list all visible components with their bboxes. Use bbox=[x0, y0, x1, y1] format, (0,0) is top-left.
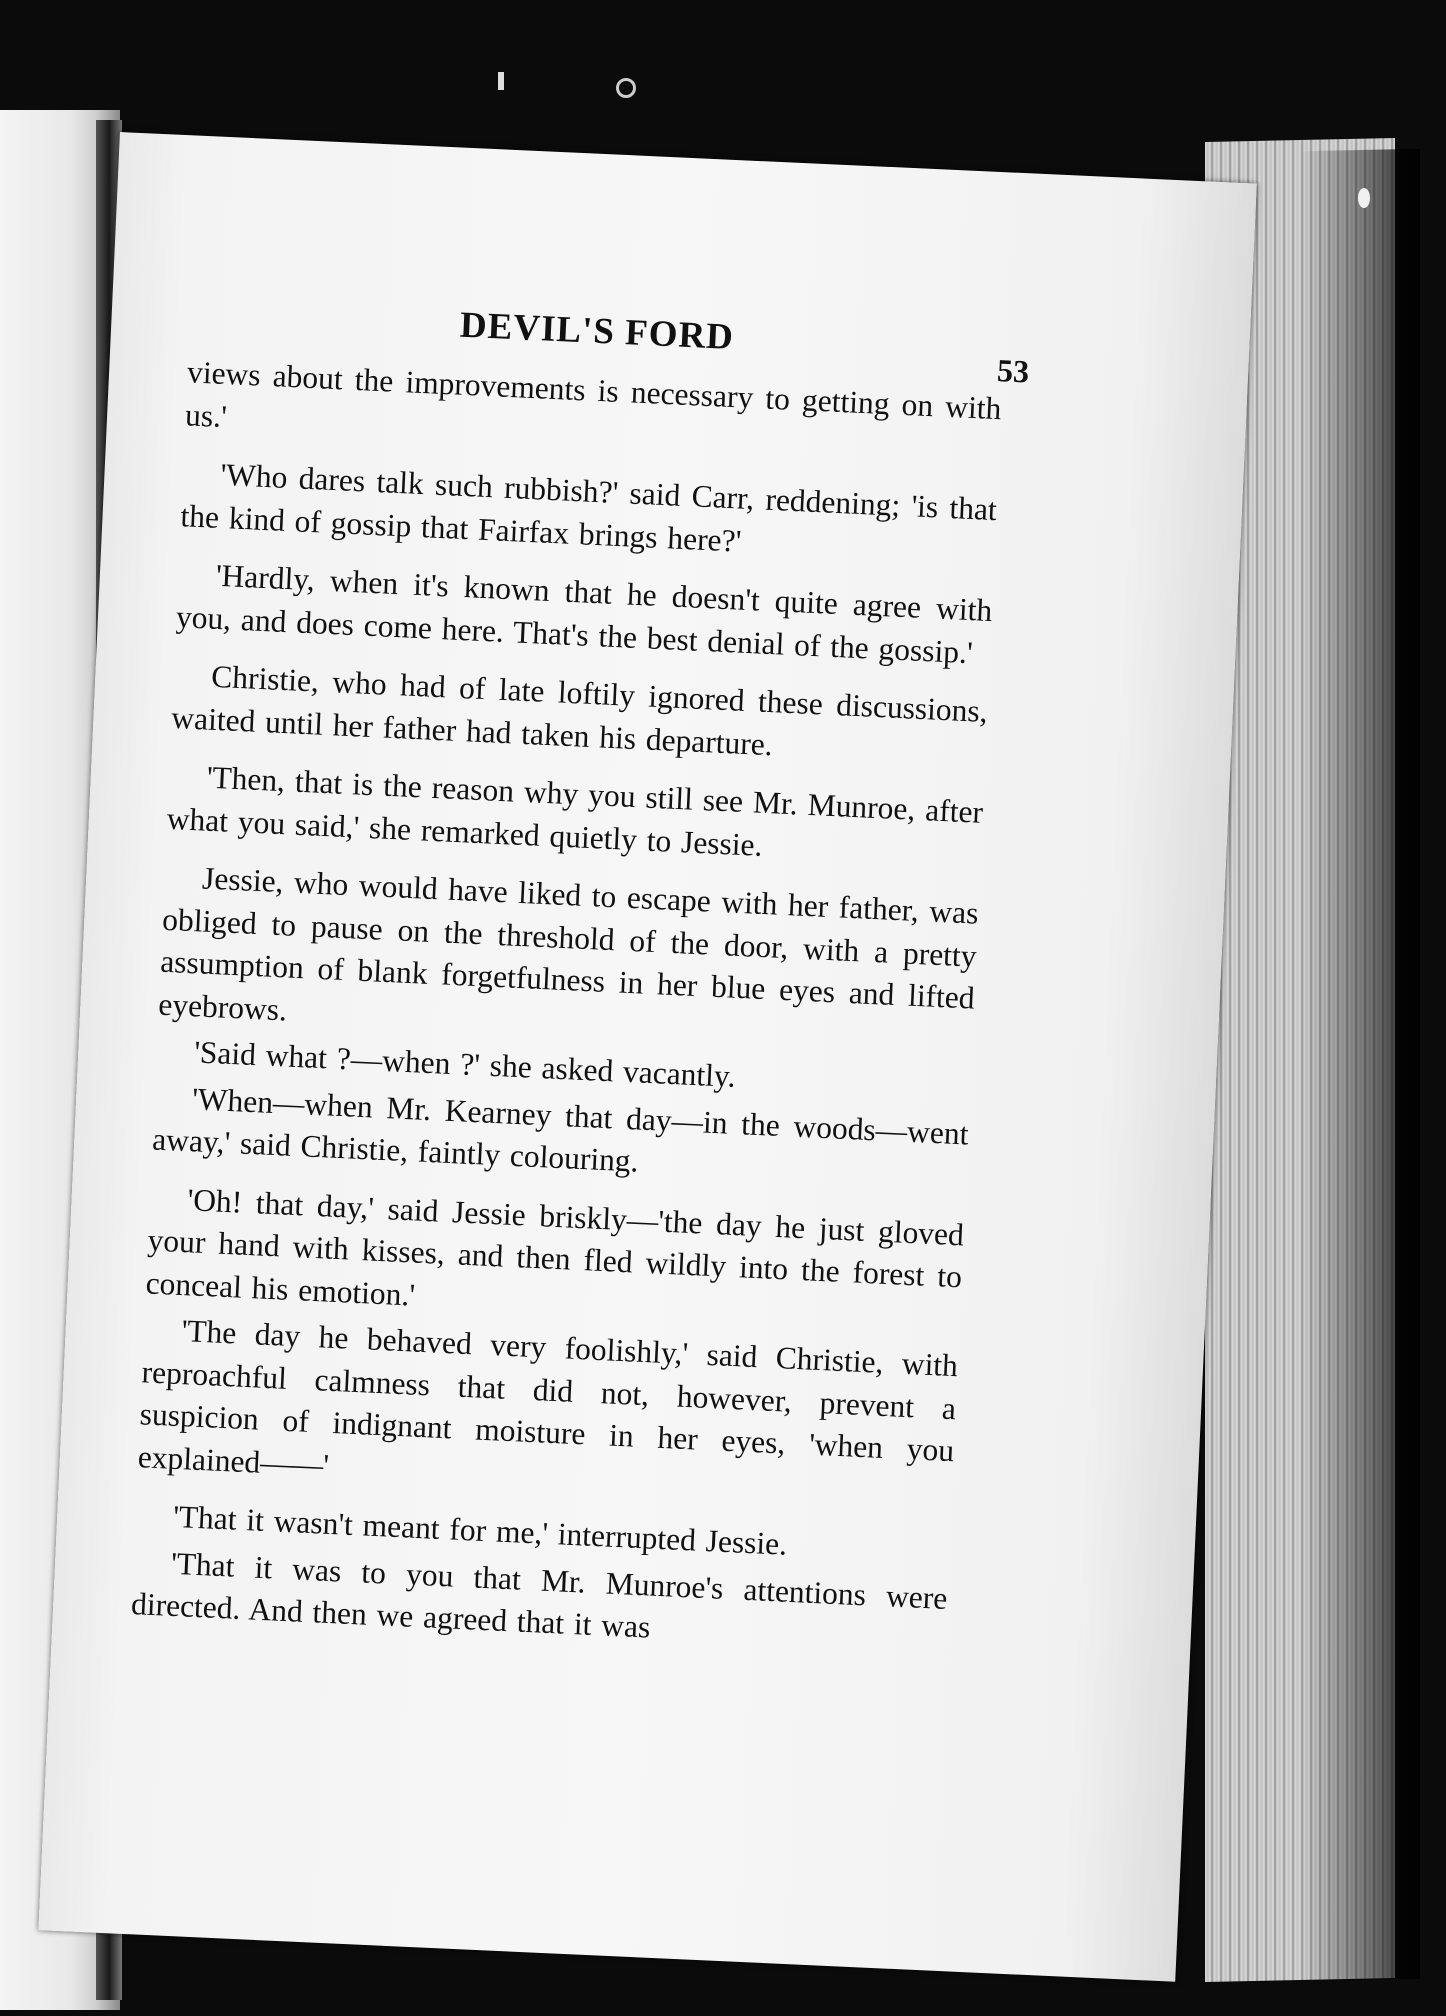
scan-artifact-mark bbox=[498, 72, 504, 90]
paragraph: 'The day he behaved very foolishly,' said Christie, with reproachful calmness that did not, however, prevent a suspicion of indignant moisture in her eyes, 'when you explained——' bbox=[137, 1313, 959, 1483]
paragraph: 'That it wasn't meant for me,' interrupted Jessie. bbox=[172, 1498, 788, 1562]
paragraph: 'When—when Mr. Kearney that day—in the woods—went away,' said Christie, faintly colouring. bbox=[151, 1080, 970, 1179]
book-page bbox=[38, 132, 1256, 1982]
scan-artifact-ring bbox=[616, 78, 636, 98]
paragraph: views about the improvements is necessary to getting on with us.' bbox=[184, 354, 1003, 434]
paragraph: 'Then, that is the reason why you still see Mr. Munroe, after what you said,' she remarked quietly to Jessie. bbox=[166, 759, 984, 863]
paragraph: Christie, who had of late loftily ignored these discussions, waited until her father had taken his departure. bbox=[170, 658, 989, 762]
paragraph: 'Oh! that day,' said Jessie briskly—'the day he just gloved your hand with kisses, and then fled wildly into the forest to conceal his emotion.' bbox=[145, 1181, 965, 1313]
page-text-block bbox=[130, 295, 1030, 1678]
paragraph: Jessie, who would have liked to escape with her father, was obliged to pause on the threshold of the door, with a pretty assumption of blank forgetfulness in her blue eyes and lifted eyebrows. bbox=[157, 860, 980, 1027]
running-head-title: DEVIL'S FORD bbox=[459, 304, 735, 359]
paragraph: 'Hardly, when it's known that he doesn't quite agree with you, and does come here. That's the best denial of the gossip.' bbox=[175, 557, 993, 670]
page-stack-shadow bbox=[1300, 149, 1420, 1982]
scan-artifact-dot bbox=[1358, 188, 1370, 208]
paragraph: 'That it was to you that Mr. Munroe's attentions were directed. And then we agreed that it was bbox=[130, 1545, 949, 1645]
paragraph: 'Said what ?—when ?' she asked vacantly. bbox=[193, 1034, 737, 1094]
paragraph: 'Who dares talk such rubbish?' said Carr, reddening; 'is that the kind of gossip that Fairfax brings here?' bbox=[179, 456, 998, 559]
page-number: 53 bbox=[996, 352, 1030, 390]
